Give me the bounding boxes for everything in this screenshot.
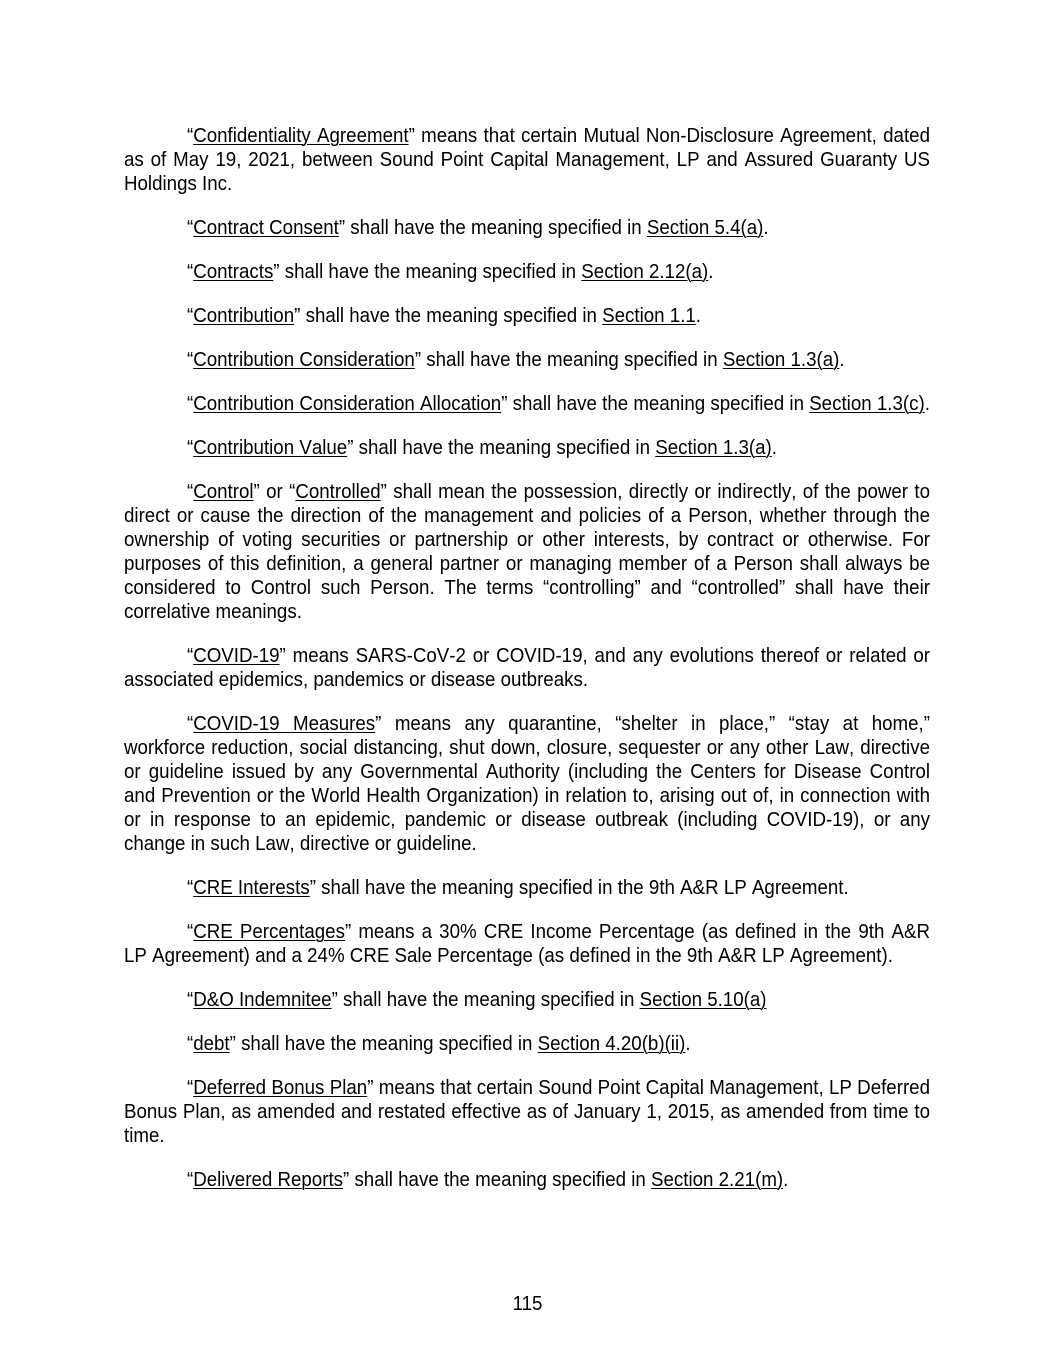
open-quote: “ — [186, 876, 194, 899]
definition-covid-19 — [124, 644, 930, 692]
section-reference: Section 1.3(a) — [722, 348, 840, 371]
closing-punctuation: . — [839, 348, 845, 371]
defined-term: Contracts — [193, 260, 274, 283]
term-separator: ” or “ — [253, 480, 296, 503]
open-quote: “ — [186, 480, 194, 503]
closing-punctuation: . — [695, 304, 702, 327]
definition-contribution — [124, 304, 930, 328]
section-reference: Section 2.21(m) — [651, 1168, 784, 1191]
definition-deferred-bonus-plan — [124, 1076, 930, 1148]
definition-text: ” means that certain Mutual Non-Disclosure Agreement, dated as of May 19, 2021, between Sound Point Capital Management, LP and Assured Guaranty US Holdings Inc. — [124, 124, 930, 195]
definition-text: ” shall have the meaning specified in — [273, 260, 582, 283]
section-reference: Section 1.3(a) — [655, 436, 772, 459]
defined-term: Delivered Reports — [193, 1168, 344, 1191]
open-quote: “ — [186, 216, 194, 239]
definition-contribution-value — [124, 436, 930, 460]
definition-contracts — [124, 260, 930, 284]
definition-do-indemnitee — [124, 988, 930, 1012]
definition-contribution-consideration-allocation — [124, 392, 930, 416]
section-reference: Section 5.10(a) — [639, 988, 767, 1011]
open-quote: “ — [186, 644, 194, 667]
open-quote: “ — [186, 348, 194, 371]
definition-text: ” means that certain Sound Point Capital Management, LP Deferred Bonus Plan, as amended and restated effective as of January 1, 2015, as amended from time to time. — [124, 1076, 931, 1147]
definition-text: ” means a 30% CRE Income Percentage (as defined in the 9th A&R LP Agreement) and a 24% CRE Sale Percentage (as defined in the 9th A&R LP Agreement). — [124, 920, 930, 967]
open-quote: “ — [186, 988, 194, 1011]
definition-text: ” shall have the meaning specified in the 9th A&R LP Agreement. — [309, 876, 849, 899]
defined-term: CRE Interests — [193, 876, 310, 899]
defined-term: COVID-19 Measures — [193, 712, 376, 735]
open-quote: “ — [186, 712, 194, 735]
closing-punctuation: . — [771, 436, 777, 459]
defined-term: Contribution Value — [193, 436, 348, 459]
definition-contribution-consideration — [124, 348, 930, 372]
defined-term-alternate: Controlled — [295, 480, 381, 503]
open-quote: “ — [186, 1032, 194, 1055]
defined-term: Contribution — [193, 304, 295, 327]
definition-cre-interests — [124, 876, 930, 900]
definition-text: ” means SARS-CoV-2 or COVID-19, and any evolutions thereof or related or associated epidemics, pandemics or disease outbreaks. — [124, 644, 930, 691]
open-quote: “ — [186, 436, 194, 459]
section-reference: Section 1.3(c) — [809, 392, 925, 415]
defined-term: debt — [193, 1032, 230, 1055]
definition-text: ” shall have the meaning specified in — [501, 392, 810, 415]
open-quote: “ — [186, 1168, 194, 1191]
open-quote: “ — [186, 304, 194, 327]
defined-term: Contract Consent — [193, 216, 339, 239]
closing-punctuation: . — [708, 260, 714, 283]
definition-debt — [124, 1032, 930, 1056]
section-reference: Section 5.4(a) — [646, 216, 764, 239]
page-number-text: 115 — [512, 1292, 543, 1315]
closing-punctuation: . — [763, 216, 769, 239]
definition-delivered-reports — [124, 1168, 930, 1192]
defined-term: Confidentiality Agreement — [193, 124, 409, 147]
definition-text: ” shall have the meaning specified in — [294, 304, 603, 327]
defined-term: Contribution Consideration Allocation — [193, 392, 502, 415]
open-quote: “ — [186, 392, 194, 415]
defined-term: D&O Indemnitee — [193, 988, 332, 1011]
definition-text: ” shall have the meaning specified in — [414, 348, 723, 371]
definition-text: ” shall mean the possession, directly or indirectly, of the power to direct or cause the direction of the management and policies of a Person, whether through the ownership of voting securities or partnership or other interests, by contract or otherwise. For purposes of this definition, a general partner or managing member of a Person shall always be considered to Control such Person. The terms “controlling” and “controlled” shall have their correlative meanings. — [124, 480, 930, 623]
section-reference: Section 4.20(b)(ii) — [537, 1032, 686, 1055]
definition-confidentiality-agreement — [124, 124, 930, 196]
definition-control — [124, 480, 930, 624]
definition-covid-19-measures — [124, 712, 930, 856]
defined-term: CRE Percentages — [193, 920, 345, 943]
definition-contract-consent — [124, 216, 930, 240]
open-quote: “ — [186, 260, 194, 283]
definitions-body — [124, 124, 930, 1212]
definition-text: ” shall have the meaning specified in — [347, 436, 656, 459]
defined-term: Deferred Bonus Plan — [193, 1076, 368, 1099]
definition-text: ” shall have the meaning specified in — [343, 1168, 652, 1191]
definition-text: ” means any quarantine, “shelter in place,” “stay at home,” workforce reduction, social distancing, shut down, closure, sequester or any other Law, directive or guideline issued by any Governmental Authority (including the Centers for Disease Control and Prevention or the World Health Organization) in relation to, arising out of, in connection with or in response to an epidemic, pandemic or disease outbreak (including COVID-19), or any change in such Law, directive or guideline. — [124, 712, 930, 855]
defined-term: COVID-19 — [193, 644, 280, 667]
defined-term: Contribution Consideration — [193, 348, 415, 371]
closing-punctuation: . — [783, 1168, 789, 1191]
definition-cre-percentages — [124, 920, 930, 968]
definition-text: ” shall have the meaning specified in — [229, 1032, 538, 1055]
open-quote: “ — [186, 124, 194, 147]
section-reference: Section 1.1 — [602, 304, 696, 327]
defined-term: Control — [193, 480, 254, 503]
page-number — [0, 1292, 1055, 1316]
definition-text: ” shall have the meaning specified in — [338, 216, 647, 239]
open-quote: “ — [186, 1076, 194, 1099]
section-reference: Section 2.12(a) — [581, 260, 709, 283]
definition-text: ” shall have the meaning specified in — [331, 988, 640, 1011]
closing-punctuation: . — [685, 1032, 691, 1055]
closing-punctuation: . — [924, 392, 930, 415]
open-quote: “ — [186, 920, 194, 943]
